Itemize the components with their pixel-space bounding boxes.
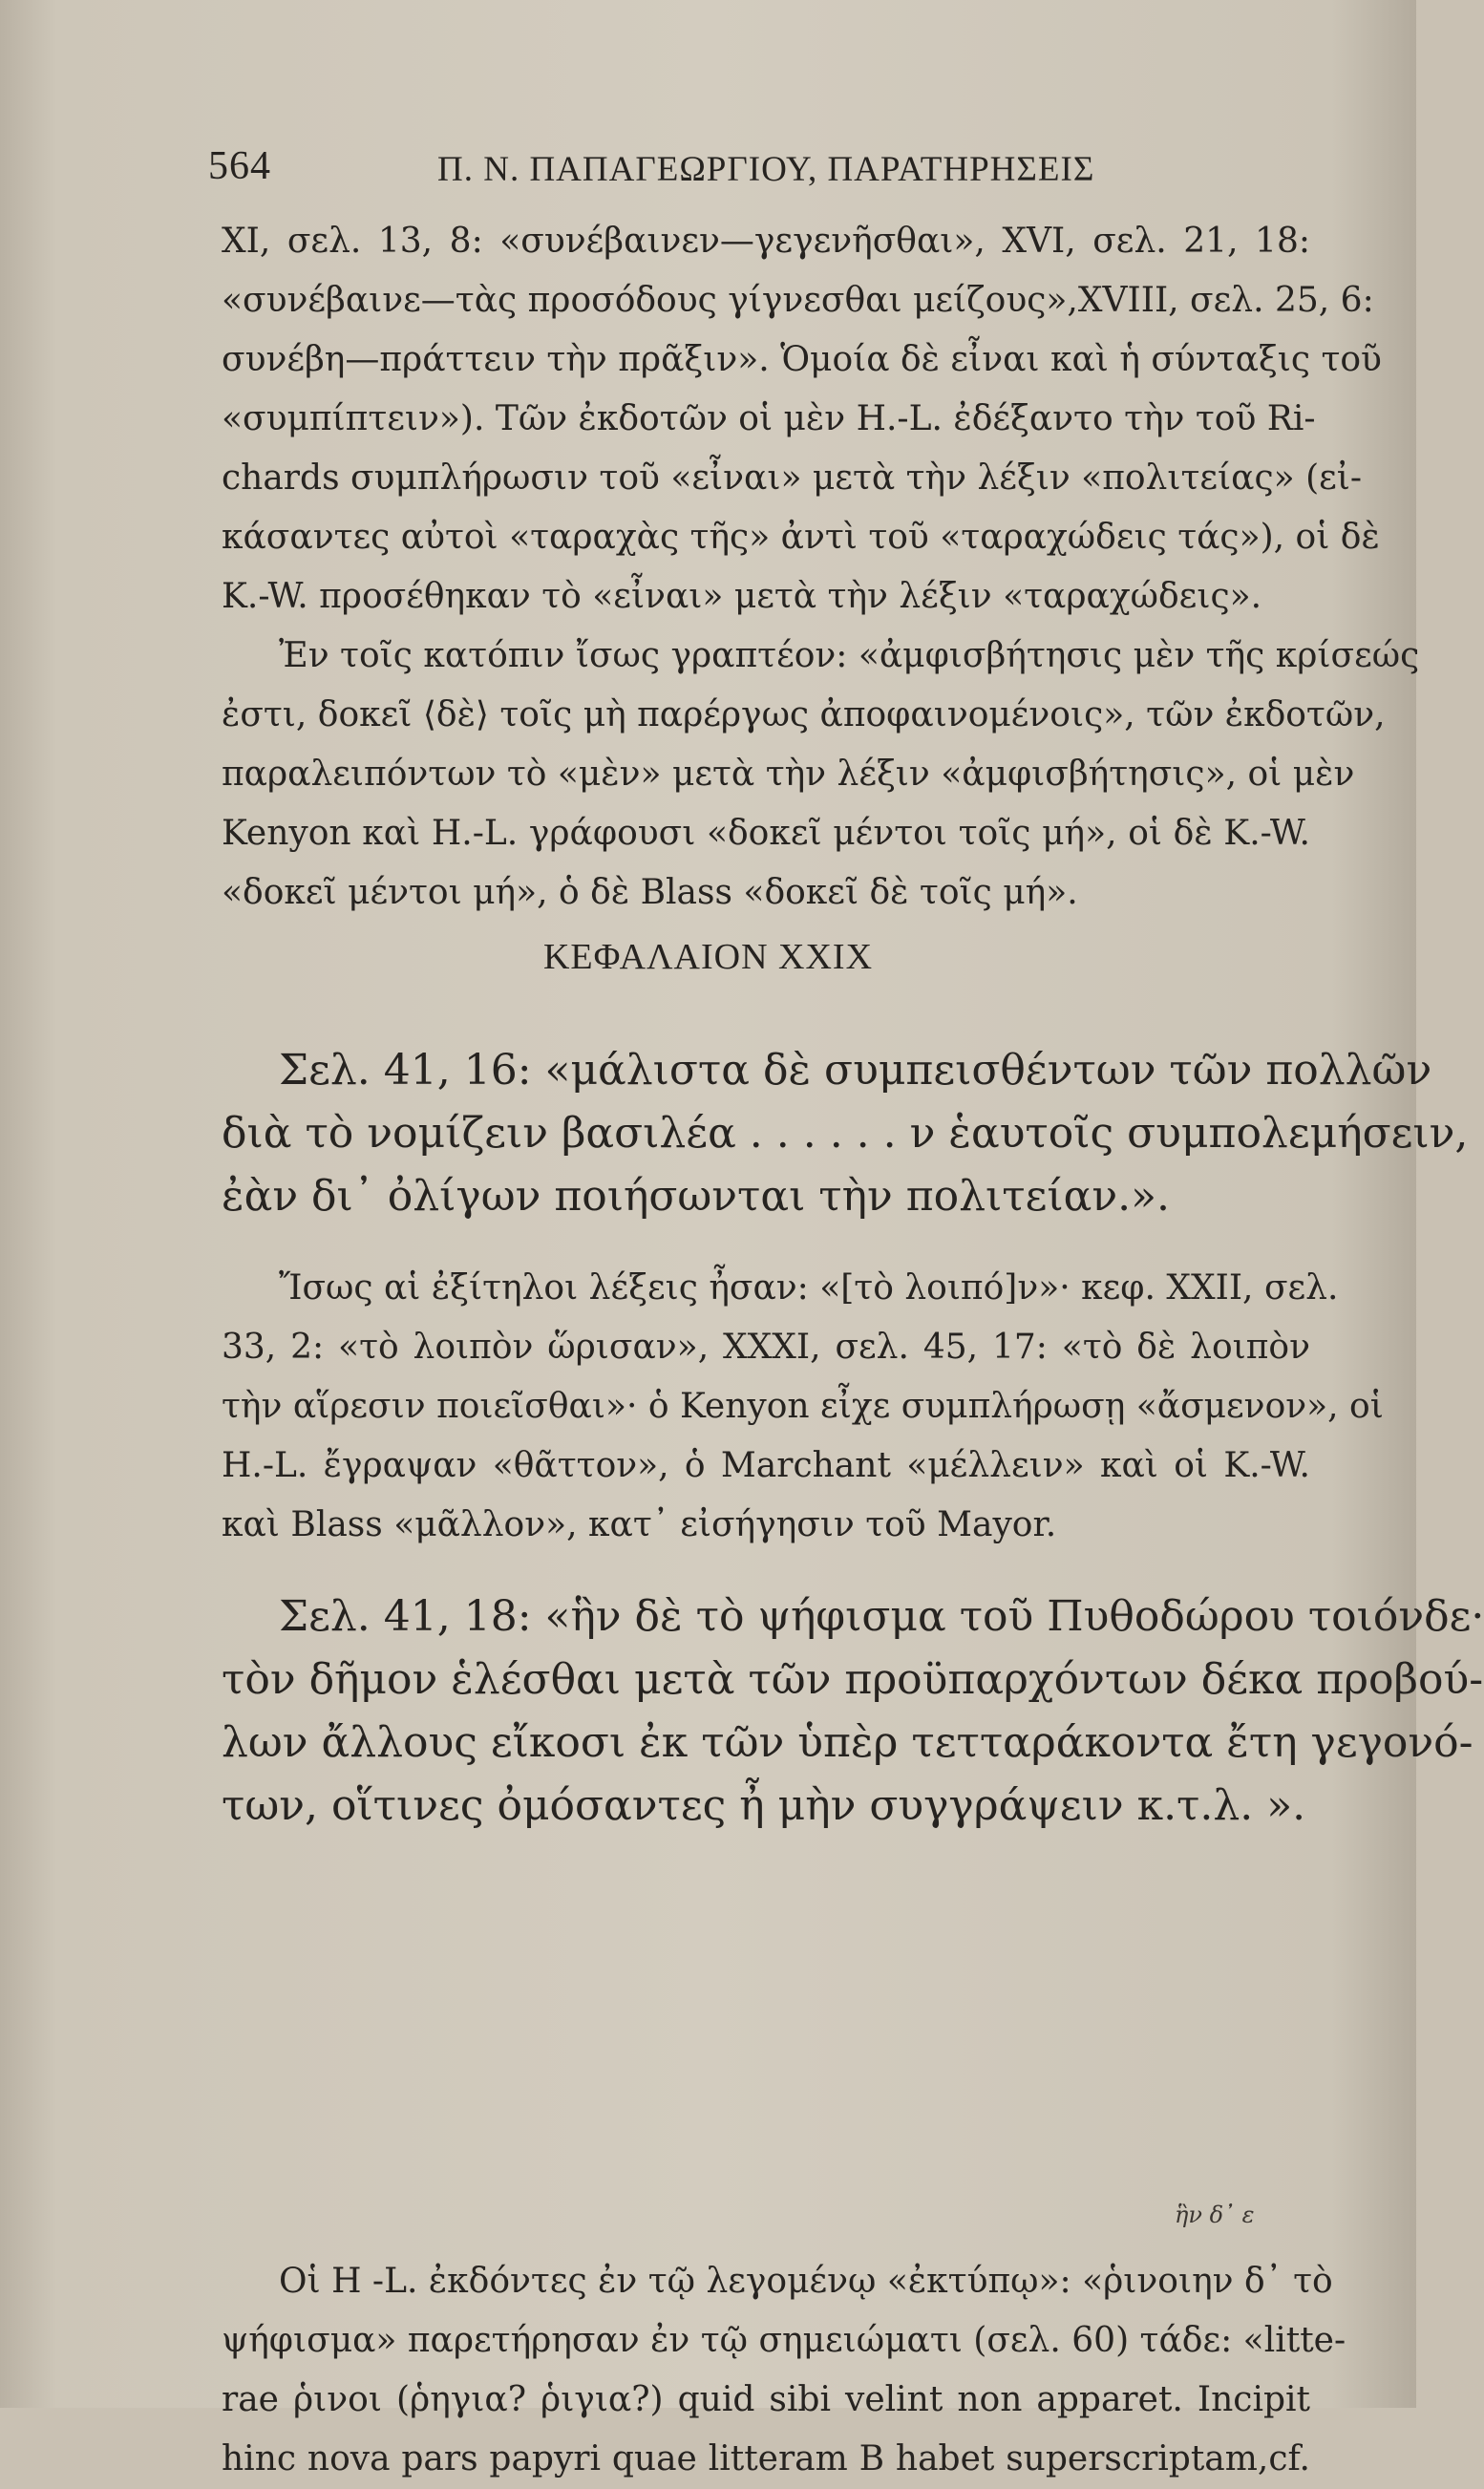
paragraph-1 (222, 212, 1382, 627)
page-number: 564 (208, 144, 271, 188)
text-line: παραλειπόντων τὸ «μὲν» μετὰ τὴν λέξιν «ἀμφισβήτησις», οἱ μὲν (222, 755, 1355, 794)
text-line: των, οἵτινες ὀμόσαντες ἦ μὴν συγγράψειν κ.τ.λ. ». (222, 1781, 1306, 1830)
text-line: «συμπίπτειν»). Τῶν ἐκδοτῶν οἱ μὲν H.-L. ἐδέξαντο τὴν τοῦ Ri- (222, 399, 1316, 438)
text-line: τὴν αἵρεσιν ποιεῖσθαι»· ὁ Kenyon εἶχε συμπλήρωσῃ «ἄσμενον», οἱ (222, 1387, 1384, 1426)
paragraph-4 (222, 1259, 1384, 1555)
text-line: κάσαντες αὐτοὶ «ταραχὰς τῆς» ἀντὶ τοῦ «ταραχώδεις τάς»), οἱ δὲ (222, 518, 1380, 557)
text-line: συνέβη—πράττειν τὴν πρᾶξιν». Ὁμοία δὲ εἶναι καὶ ἡ σύνταξις τοῦ (222, 340, 1382, 379)
text-line: XI, σελ. 13, 8: «συνέβαινεν—γεγενῆσθαι», XVI, σελ. 21, 18: (222, 222, 1310, 261)
chapter-heading: ΚΕΦΑΛΑΙΟΝ XXIX (542, 937, 874, 977)
running-head (208, 143, 1268, 201)
text-line: Σελ. 41, 16: «μάλιστα δὲ συμπεισθέντων τῶν πολλῶν (279, 1046, 1432, 1095)
paragraph-6 (222, 2252, 1346, 2489)
text-line: Kenyon καὶ H.-L. γράφουσι «δοκεῖ μέντοι τοῖς μή», οἱ δὲ K.-W. (222, 814, 1310, 853)
text-line: ἐστι, δοκεῖ ⟨δὲ⟩ τοῖς μὴ παρέργως ἀποφαινομένοις», τῶν ἐκδοτῶν, (222, 695, 1386, 734)
text-line: 33, 2: «τὸ λοιπὸν ὥρισαν», XXXI, σελ. 45, 17: «τὸ δὲ λοιπὸν (222, 1328, 1310, 1367)
text-line: H.-L. ἔγραψαν «θᾶττον», ὁ Marchant «μέλλειν» καὶ οἱ K.-W. (222, 1446, 1310, 1485)
running-title: Π. Ν. ΠΑΠΑΓΕΩΡΓΙΟΥ, ΠΑΡΑΤΗΡΗΣΕΙΣ (437, 150, 1095, 189)
text-line: τὸν δῆμον ἑλέσθαι μετὰ τῶν προϋπαρχόντων δέκα προβού- (222, 1655, 1484, 1704)
text-line: hinc nova pars papyri quae litteram B habet superscriptam,cf. (222, 2439, 1310, 2478)
text-line: καὶ Blass «μᾶλλον», κατ᾽ εἰσήγησιν τοῦ Mayor. (222, 1505, 1057, 1544)
text-line: Ἴσως αἱ ἐξίτηλοι λέξεις ἦσαν: «[τὸ λοιπό]ν»· κεφ. XXII, σελ. (279, 1268, 1339, 1308)
marginal-correction: ἣν δ᾽ ε (1175, 2202, 1255, 2228)
text-line: λων ἄλλους εἴκοσι ἐκ τῶν ὑπὲρ τετταράκοντα ἔτη γεγονό- (222, 1718, 1473, 1767)
text-line: «δοκεῖ μέντοι μή», ὁ δὲ Blass «δοκεῖ δὲ τοῖς μή». (222, 873, 1078, 912)
paragraph-2 (222, 627, 1420, 923)
paragraph-3 (222, 1039, 1469, 1228)
text-line: ἐὰν δι᾽ ὀλίγων ποιήσωνται τὴν πολιτείαν.». (222, 1172, 1171, 1221)
text-line: K.-W. προσέθηκαν τὸ «εἶναι» μετὰ τὴν λέξιν «ταραχώδεις». (222, 577, 1262, 616)
text-line: Σελ. 41, 18: «ἣν δὲ τὸ ψήφισμα τοῦ Πυθοδώρου τοιόνδε· (279, 1592, 1484, 1641)
paragraph-5 (222, 1585, 1484, 1838)
text-line: rae ῥινοι (ῥηγια? ῥιγια?) quid sibi velint non apparet. Incipit (222, 2380, 1310, 2419)
text-line: ψήφισμα» παρετήρησαν ἐν τῷ σημειώματι (σελ. 60) τάδε: «litte- (222, 2321, 1346, 2360)
text-line: chards συμπλήρωσιν τοῦ «εἶναι» μετὰ τὴν λέξιν «πολιτείας» (εἰ- (222, 458, 1363, 498)
text-line: Οἱ H -L. ἐκδόντες ἐν τῷ λεγομένῳ «ἐκτύπῳ»: «ῥινοιην δ᾽ τὸ (279, 2262, 1333, 2301)
text-line: διὰ τὸ νομίζειν βασιλέα . . . . . . ν ἑαυτοῖς συμπολεμήσειν, (222, 1109, 1469, 1158)
text-line: Ἐν τοῖς κατόπιν ἴσως γραπτέον: «ἀμφισβήτησις μὲν τῆς κρίσεώς (279, 636, 1420, 675)
text-line: «συνέβαινε—τὰς προσόδους γίγνεσθαι μείζους»,XVIII, σελ. 25, 6: (222, 281, 1374, 320)
